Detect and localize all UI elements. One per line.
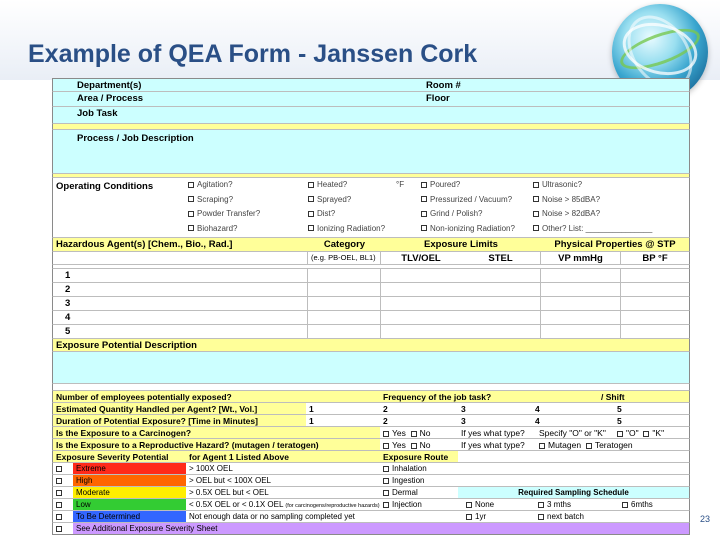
op-item[interactable]: Heated? °F [308,178,421,193]
route-item[interactable]: Ingestion [380,475,458,486]
severity-level-name: High [73,475,186,486]
checkbox-icon[interactable] [617,431,623,437]
page-number: 23 [700,514,711,524]
process-label: Process / Job Description [77,133,194,144]
severity-row [52,463,690,475]
agent-label: Hazardous Agent(s) [Chem., Bio., Rad.] [56,239,233,250]
checkbox-icon[interactable] [538,502,544,508]
checkbox-icon[interactable] [56,478,62,484]
carcinogen-row [52,427,690,439]
department-row [52,78,690,92]
specify-label: Specify "O" or "K" [539,428,606,438]
op-item[interactable]: Scraping? [188,193,308,208]
hazard-subheader [52,252,690,265]
checkbox-icon[interactable] [383,443,389,449]
operating-col3 [421,178,533,237]
severity-level-range: < 0.5X OEL or < 0.1X OEL (for carcinogens/reproductive hazards) [189,500,380,509]
checkbox-icon[interactable] [383,478,389,484]
severity-row [52,511,690,523]
if-yes-label: If yes what type? [461,428,525,438]
quantity-row: Estimated Quantity Handled per Agent? [Wt., Vol.] 1 2 3 4 5 [52,403,690,415]
qea-form [52,78,690,535]
operating-label: Operating Conditions [56,181,154,192]
checkbox-icon[interactable] [383,466,389,472]
exposure-desc-label: Exposure Potential Description [56,340,197,351]
sampling-options: None 3 mths 6mths [458,499,689,510]
carcinogen-label: Is the Exposure to a Carcinogen? [53,427,380,438]
route-item[interactable]: Injection [380,499,458,510]
bp-label: BP °F [642,253,668,264]
checkbox-icon[interactable] [383,431,389,437]
floor-label: Floor [426,93,450,104]
checkbox-icon[interactable] [383,490,389,496]
op-item[interactable]: Powder Transfer? [188,207,308,222]
checkbox-icon[interactable] [411,443,417,449]
process-row [52,130,690,174]
stel-label: STEL [461,252,541,264]
checkbox-icon[interactable] [533,225,539,231]
job-task-row [52,107,690,124]
severity-level-name: Low [73,499,186,510]
slide-title: Example of QEA Form - Janssen Cork [28,40,478,68]
employees-row [52,391,690,403]
checkbox-icon[interactable] [308,211,314,217]
severity-level-range: > 0.5X OEL but < OEL [189,488,269,497]
severity-level-name: To Be Determined [73,511,186,522]
op-item[interactable]: Noise > 85dBA? [533,193,689,208]
checkbox-icon[interactable] [56,502,62,508]
checkbox-icon[interactable] [466,514,472,520]
checkbox-icon[interactable] [188,211,194,217]
severity-label: Exposure Severity Potential [53,451,186,462]
shift-label: / Shift [601,392,625,402]
route-item[interactable]: Inhalation [380,463,458,474]
op-item[interactable]: Other? List: _______________ [533,222,689,237]
frequency-label: Frequency of the job task? [383,392,492,402]
checkbox-icon[interactable] [539,443,545,449]
route-item[interactable]: Dermal [380,487,458,498]
severity-level-range: > OEL but < 100X OEL [189,476,271,485]
duration-label: Duration of Potential Exposure? [Time in Minutes] [53,415,306,426]
checkbox-icon[interactable] [533,182,539,188]
physical-properties-label: Physical Properties @ STP [554,239,676,250]
operating-col4 [533,178,689,237]
op-item[interactable]: Pressurized / Vacuum? [421,193,533,208]
yes-no-option[interactable]: Yes No [380,439,458,450]
operating-col2 [308,178,421,237]
checkbox-icon[interactable] [308,225,314,231]
checkbox-icon[interactable] [188,225,194,231]
op-item[interactable]: Non-ionizing Radiation? [421,222,533,237]
checkbox-icon[interactable] [188,182,194,188]
checkbox-icon[interactable] [308,182,314,188]
category-label: Category [323,239,366,250]
yes-no-option[interactable]: Yes No [380,427,458,438]
duration-row: Duration of Potential Exposure? [Time in Minutes] 1 2 3 4 5 [52,415,690,427]
employees-label: Number of employees potentially exposed? [56,392,232,402]
severity-level-name: Moderate [73,487,186,498]
checkbox-icon[interactable] [383,502,389,508]
additional-severity-label[interactable]: See Additional Exposure Severity Sheet [73,523,689,534]
hazard-header [52,238,690,252]
op-item[interactable]: Sprayed? [308,193,421,208]
checkbox-icon[interactable] [411,431,417,437]
checkbox-icon[interactable] [56,514,62,520]
severity-level-name: Extreme [73,463,186,474]
op-item[interactable]: Ultrasonic? [533,178,689,193]
checkbox-icon[interactable] [308,196,314,202]
op-item[interactable]: Grind / Polish? [421,207,533,222]
severity-header [52,451,690,463]
severity-agent-label: for Agent 1 Listed Above [186,451,380,462]
area-label: Area / Process [77,93,144,104]
o-k-option[interactable]: "O" "K" [614,427,689,438]
hazard-row[interactable]: 2 [52,283,690,297]
checkbox-icon[interactable] [421,196,427,202]
exposure-desc-header [52,339,690,352]
severity-level-range: Not enough data or no sampling completed yet [189,512,355,521]
exposure-limits-label: Exposure Limits [424,239,498,250]
op-item[interactable]: Noise > 82dBA? [533,207,689,222]
checkbox-icon[interactable] [622,502,628,508]
checkbox-icon[interactable] [533,211,539,217]
additional-severity-row [52,523,690,535]
checkbox-icon[interactable] [56,526,62,532]
checkbox-icon[interactable] [56,490,62,496]
checkbox-icon[interactable] [533,196,539,202]
operating-col1 [188,178,308,237]
if-yes-label: If yes what type? [461,440,525,450]
severity-level-range: > 100X OEL [189,464,233,473]
op-item[interactable]: Agitation? [188,178,308,193]
checkbox-icon[interactable] [56,466,62,472]
tlv-label: TLV/OEL [401,253,441,264]
op-item[interactable]: Poured? [421,178,533,193]
reproductive-row [52,439,690,451]
sampling-label: Required Sampling Schedule [458,487,689,498]
op-item[interactable]: Ionizing Radiation? [308,222,421,237]
severity-row [52,499,690,511]
checkbox-icon[interactable] [421,182,427,188]
operating-conditions [52,178,690,238]
hazard-row[interactable]: 5 [52,325,690,339]
severity-row [52,487,690,499]
route-label: Exposure Route [380,451,458,462]
mutagen-teratogen-option[interactable]: Mutagen Teratogen [536,439,689,450]
job-task-label: Job Task [77,108,118,119]
sampling-options: 1yr next batch [458,511,689,522]
category-hint: (e.g. PB-OEL, BL1) [308,252,381,264]
hazard-row[interactable]: 1 [52,269,690,283]
checkbox-icon[interactable] [188,196,194,202]
hazard-row[interactable]: 4 [52,311,690,325]
checkbox-icon[interactable] [421,225,427,231]
reproductive-label: Is the Exposure to a Reproductive Hazard? (mutagen / teratogen) [53,439,380,450]
quantity-label: Estimated Quantity Handled per Agent? [Wt., Vol.] [53,403,306,414]
checkbox-icon[interactable] [586,443,592,449]
room-label: Room # [426,80,461,91]
hazard-row[interactable]: 3 [52,297,690,311]
checkbox-icon[interactable] [421,211,427,217]
severity-row [52,475,690,487]
checkbox-icon[interactable] [538,514,544,520]
department-label: Department(s) [77,80,142,91]
vp-label: VP mmHg [541,252,621,264]
checkbox-icon[interactable] [466,502,472,508]
checkbox-icon[interactable] [643,431,649,437]
op-item[interactable]: Dist? [308,207,421,222]
op-item[interactable]: Biohazard? [188,222,308,237]
exposure-desc-field[interactable] [52,352,690,384]
area-row [52,92,690,107]
